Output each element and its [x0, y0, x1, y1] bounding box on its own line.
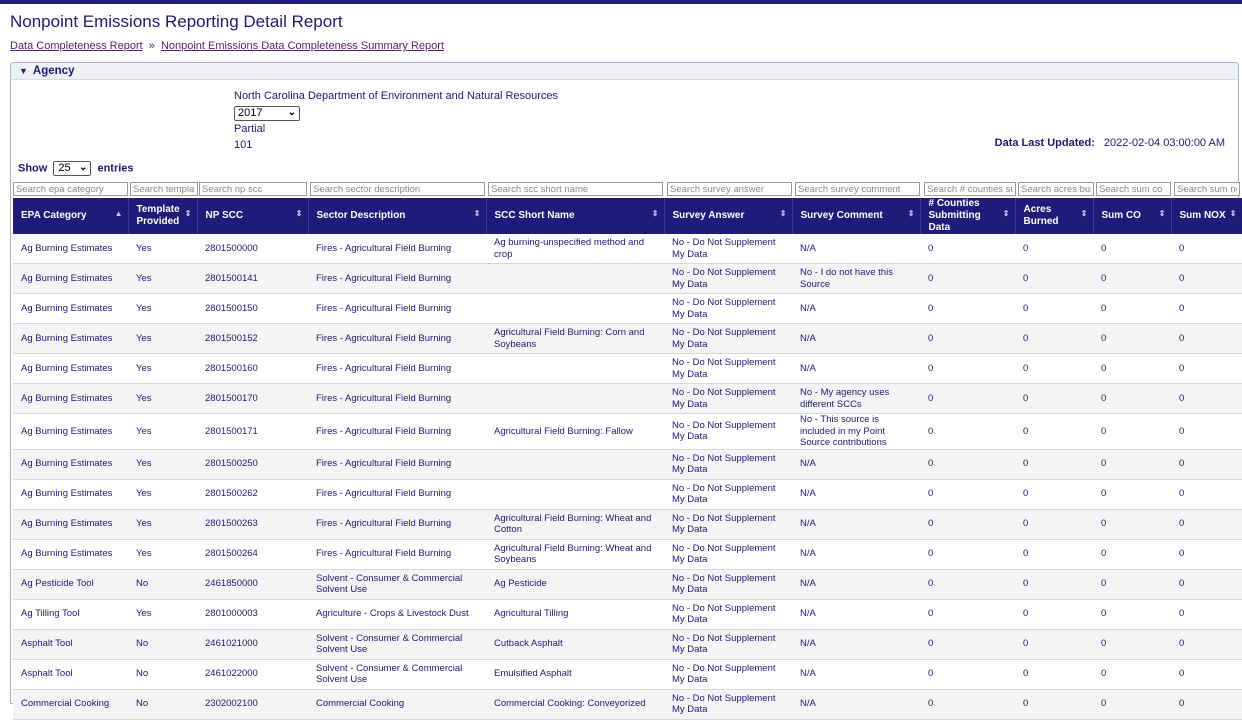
cell-sum-nox: 0	[1171, 659, 1242, 689]
cell-sector-description: Fires - Agricultural Field Burning	[308, 384, 486, 414]
cell-counties-submitting: 0	[920, 509, 1015, 539]
cell-survey-answer: No - Do Not Supplement My Data	[664, 449, 792, 479]
entries-per-page-value: 25	[58, 162, 71, 174]
agency-panel-heading: Agency	[32, 65, 75, 77]
cell-scc-short-name	[486, 384, 664, 414]
cell-counties-submitting: 0	[920, 324, 1015, 354]
cell-counties-submitting: 0	[920, 689, 1015, 719]
cell-sum-co: 0	[1093, 539, 1171, 569]
cell-scc-short-name	[486, 449, 664, 479]
cell-sum-co: 0	[1093, 599, 1171, 629]
column-header-label: Survey Answer	[672, 210, 745, 221]
cell-sum-nox: 0	[1171, 629, 1242, 659]
cell-acres-burned: 0	[1015, 689, 1093, 719]
cell-scc-short-name: Agricultural Field Burning: Fallow	[486, 414, 664, 450]
sort-both-icon: ⇕	[779, 209, 787, 218]
cell-counties-submitting: 0	[920, 659, 1015, 689]
cell-survey-comment: N/A	[792, 324, 920, 354]
filter-survey-comment[interactable]	[795, 182, 920, 196]
cell-counties-submitting: 0	[920, 449, 1015, 479]
cell-sector-description: Solvent - Consumer & Commercial Solvent Use	[308, 629, 486, 659]
cell-survey-comment: N/A	[792, 449, 920, 479]
cell-scc-short-name	[486, 479, 664, 509]
data-last-updated-label: Data Last Updated:	[994, 137, 1095, 149]
sort-both-icon: ⇕	[907, 209, 915, 218]
cell-sum-co: 0	[1093, 414, 1171, 450]
cell-sum-nox: 0	[1171, 569, 1242, 599]
cell-acres-burned: 0	[1015, 449, 1093, 479]
cell-scc-short-name: Cutback Asphalt	[486, 629, 664, 659]
cell-epa-category: Ag Tilling Tool	[13, 599, 128, 629]
cell-scc-short-name: Ag burning-unspecified method and crop	[486, 234, 664, 264]
cell-sector-description: Commercial Cooking	[308, 689, 486, 719]
cell-sum-co: 0	[1093, 689, 1171, 719]
cell-np-scc: 2801500250	[197, 449, 308, 479]
cell-survey-comment: N/A	[792, 234, 920, 264]
column-header-label: Sector Description	[316, 210, 406, 221]
cell-sum-nox: 0	[1171, 509, 1242, 539]
cell-template-provided: Yes	[128, 599, 197, 629]
cell-scc-short-name: Ag Pesticide	[486, 569, 664, 599]
cell-survey-comment: No - My agency uses different SCCs	[792, 384, 920, 414]
column-header-label: SCC Short Name	[494, 210, 575, 221]
cell-counties-submitting: 0	[920, 264, 1015, 294]
table-row	[13, 414, 1242, 450]
cell-counties-submitting: 0	[920, 539, 1015, 569]
cell-survey-comment: No - This source is included in my Point Source contributions	[792, 414, 920, 450]
cell-scc-short-name: Commercial Cooking: Conveyorized	[486, 689, 664, 719]
cell-epa-category: Ag Burning Estimates	[13, 234, 128, 264]
cell-sum-nox: 0	[1171, 324, 1242, 354]
cell-survey-comment: N/A	[792, 539, 920, 569]
cell-counties-submitting: 0	[920, 294, 1015, 324]
length-menu-entries-label: entries	[97, 162, 134, 175]
cell-acres-burned: 0	[1015, 479, 1093, 509]
cell-survey-comment: N/A	[792, 569, 920, 599]
filter-epa-category[interactable]	[13, 182, 128, 196]
cell-survey-comment: N/A	[792, 599, 920, 629]
cell-sum-nox: 0	[1171, 689, 1242, 719]
cell-counties-submitting: 0	[920, 384, 1015, 414]
table-row	[13, 569, 1242, 599]
cell-scc-short-name	[486, 294, 664, 324]
cell-counties-submitting: 0	[920, 354, 1015, 384]
table-body	[13, 234, 1242, 719]
cell-sector-description: Solvent - Consumer & Commercial Solvent Use	[308, 659, 486, 689]
cell-epa-category: Ag Burning Estimates	[13, 324, 128, 354]
cell-template-provided: No	[128, 689, 197, 719]
cell-survey-comment: N/A	[792, 629, 920, 659]
cell-template-provided: Yes	[128, 414, 197, 450]
cell-acres-burned: 0	[1015, 599, 1093, 629]
filter-np-scc[interactable]	[199, 182, 307, 196]
cell-epa-category: Ag Burning Estimates	[13, 354, 128, 384]
table-row	[13, 689, 1242, 719]
cell-sum-co: 0	[1093, 449, 1171, 479]
filter-counties-submitting[interactable]	[924, 182, 1016, 196]
sort-both-icon: ⇕	[1080, 209, 1088, 218]
breadcrumb-link-data-completeness[interactable]: Data Completeness Report	[10, 40, 143, 52]
cell-np-scc: 2801000003	[197, 599, 308, 629]
cell-sector-description: Fires - Agricultural Field Burning	[308, 509, 486, 539]
total-counties-row	[0, 139, 1000, 155]
cell-acres-burned: 0	[1015, 384, 1093, 414]
cell-survey-answer: No - Do Not Supplement My Data	[664, 264, 792, 294]
cell-scc-short-name: Agricultural Field Burning: Corn and Soybeans	[486, 324, 664, 354]
sort-both-icon: ⇕	[1158, 209, 1166, 218]
column-header-counties-submitting[interactable]	[920, 198, 1015, 234]
cell-counties-submitting: 0	[920, 629, 1015, 659]
cell-sum-nox: 0	[1171, 599, 1242, 629]
column-header-acres-burned[interactable]	[1015, 198, 1093, 234]
cell-acres-burned: 0	[1015, 264, 1093, 294]
column-header-sum-co[interactable]	[1093, 198, 1171, 234]
cell-np-scc: 2801500152	[197, 324, 308, 354]
sort-both-icon: ⇕	[651, 209, 659, 218]
cell-survey-answer: No - Do Not Supplement My Data	[664, 234, 792, 264]
column-header-epa-category[interactable]	[13, 198, 128, 234]
cell-epa-category: Asphalt Tool	[13, 629, 128, 659]
cell-sector-description: Fires - Agricultural Field Burning	[308, 324, 486, 354]
table-row	[13, 449, 1242, 479]
column-filters	[0, 182, 1242, 198]
cell-sum-co: 0	[1093, 629, 1171, 659]
filter-sum-nox[interactable]	[1174, 182, 1240, 196]
cell-sum-nox: 0	[1171, 449, 1242, 479]
cell-sum-nox: 0	[1171, 384, 1242, 414]
cell-sum-co: 0	[1093, 234, 1171, 264]
cell-np-scc: 2801500170	[197, 384, 308, 414]
sort-both-icon: ⇕	[295, 209, 303, 218]
cell-counties-submitting: 0	[920, 569, 1015, 599]
cell-acres-burned: 0	[1015, 509, 1093, 539]
caret-down-icon: ▼	[19, 66, 28, 76]
survey-status-value: Partial	[234, 123, 266, 135]
cell-acres-burned: 0	[1015, 324, 1093, 354]
cell-scc-short-name	[486, 354, 664, 384]
cell-acres-burned: 0	[1015, 629, 1093, 659]
cell-sector-description: Fires - Agricultural Field Burning	[308, 264, 486, 294]
cell-template-provided: Yes	[128, 234, 197, 264]
table-row	[13, 599, 1242, 629]
cell-sector-description: Agriculture - Crops & Livestock Dust	[308, 599, 486, 629]
column-header-label: # Counties Submitting Data	[928, 198, 981, 233]
sort-both-icon: ⇕	[1002, 209, 1010, 218]
cell-np-scc: 2801500141	[197, 264, 308, 294]
cell-survey-comment: N/A	[792, 689, 920, 719]
cell-sum-nox: 0	[1171, 479, 1242, 509]
cell-survey-answer: No - Do Not Supplement My Data	[664, 509, 792, 539]
cell-sum-nox: 0	[1171, 354, 1242, 384]
table-row	[13, 264, 1242, 294]
chevron-down-icon: ⌄	[287, 107, 296, 118]
cell-sum-co: 0	[1093, 569, 1171, 599]
cell-acres-burned: 0	[1015, 539, 1093, 569]
survey-year-value: 2017	[238, 107, 263, 119]
cell-survey-comment: N/A	[792, 479, 920, 509]
cell-survey-answer: No - Do Not Supplement My Data	[664, 324, 792, 354]
cell-survey-comment: No - I do not have this Source	[792, 264, 920, 294]
cell-counties-submitting: 0	[920, 234, 1015, 264]
cell-survey-comment: N/A	[792, 354, 920, 384]
cell-np-scc: 2801500160	[197, 354, 308, 384]
cell-acres-burned: 0	[1015, 569, 1093, 599]
column-header-sector-description[interactable]	[308, 198, 486, 234]
cell-survey-answer: No - Do Not Supplement My Data	[664, 354, 792, 384]
cell-epa-category: Ag Burning Estimates	[13, 509, 128, 539]
table-row	[13, 509, 1242, 539]
cell-sector-description: Fires - Agricultural Field Burning	[308, 539, 486, 569]
cell-sum-co: 0	[1093, 264, 1171, 294]
breadcrumb-link-nonpoint-summary[interactable]: Nonpoint Emissions Data Completeness Summary Report	[160, 40, 444, 52]
cell-sum-co: 0	[1093, 324, 1171, 354]
table-row	[13, 324, 1242, 354]
cell-sum-nox: 0	[1171, 414, 1242, 450]
column-header-np-scc[interactable]	[197, 198, 308, 234]
page-title: Nonpoint Emissions Reporting Detail Report	[10, 12, 343, 31]
sort-both-icon: ⇕	[1229, 209, 1237, 218]
column-header-template-provided[interactable]	[128, 198, 197, 234]
table-row	[13, 659, 1242, 689]
agency-description-value: North Carolina Department of Environment and Natural Resources	[234, 90, 559, 102]
table-header-row	[13, 198, 1242, 234]
length-menu-show-label: Show	[18, 162, 48, 175]
filter-scc-short-name[interactable]	[488, 182, 663, 196]
column-header-label: Survey Comment	[800, 210, 883, 221]
cell-template-provided: Yes	[128, 539, 197, 569]
data-last-updated	[995, 137, 1225, 149]
cell-survey-answer: No - Do Not Supplement My Data	[664, 599, 792, 629]
cell-epa-category: Ag Burning Estimates	[13, 384, 128, 414]
length-menu	[18, 161, 134, 176]
cell-epa-category: Ag Burning Estimates	[13, 264, 128, 294]
cell-sector-description: Fires - Agricultural Field Burning	[308, 234, 486, 264]
sort-ascending-icon: ▲	[114, 209, 123, 218]
column-header-label: Acres Burned	[1023, 204, 1059, 227]
cell-epa-category: Asphalt Tool	[13, 659, 128, 689]
cell-survey-answer: No - Do Not Supplement My Data	[664, 294, 792, 324]
cell-np-scc: 2461850000	[197, 569, 308, 599]
column-header-survey-comment[interactable]	[792, 198, 920, 234]
cell-acres-burned: 0	[1015, 414, 1093, 450]
cell-epa-category: Commercial Cooking	[13, 689, 128, 719]
cell-epa-category: Ag Burning Estimates	[13, 294, 128, 324]
cell-survey-answer: No - Do Not Supplement My Data	[664, 479, 792, 509]
table-row	[13, 629, 1242, 659]
cell-sector-description: Fires - Agricultural Field Burning	[308, 294, 486, 324]
cell-sum-co: 0	[1093, 384, 1171, 414]
breadcrumb	[10, 40, 444, 52]
column-header-label: Sum CO	[1101, 210, 1141, 221]
survey-status-row	[0, 123, 1000, 139]
cell-epa-category: Ag Burning Estimates	[13, 414, 128, 450]
cell-template-provided: Yes	[128, 384, 197, 414]
cell-np-scc: 2302002100	[197, 689, 308, 719]
table-row	[13, 384, 1242, 414]
column-header-survey-answer[interactable]	[664, 198, 792, 234]
cell-scc-short-name: Agricultural Tilling	[486, 599, 664, 629]
cell-sum-co: 0	[1093, 509, 1171, 539]
cell-template-provided: No	[128, 659, 197, 689]
cell-sum-nox: 0	[1171, 234, 1242, 264]
filter-template-provided[interactable]	[130, 182, 198, 196]
filter-sector-description[interactable]	[310, 182, 485, 196]
cell-epa-category: Ag Burning Estimates	[13, 539, 128, 569]
cell-template-provided: Yes	[128, 294, 197, 324]
cell-template-provided: Yes	[128, 324, 197, 354]
agency-panel-toggle[interactable]	[11, 63, 1238, 80]
cell-survey-answer: No - Do Not Supplement My Data	[664, 629, 792, 659]
cell-sum-co: 0	[1093, 479, 1171, 509]
cell-counties-submitting: 0	[920, 414, 1015, 450]
cell-survey-answer: No - Do Not Supplement My Data	[664, 689, 792, 719]
sort-both-icon: ⇕	[184, 209, 192, 218]
cell-survey-answer: No - Do Not Supplement My Data	[664, 569, 792, 599]
cell-template-provided: Yes	[128, 449, 197, 479]
cell-template-provided: No	[128, 629, 197, 659]
cell-sum-co: 0	[1093, 659, 1171, 689]
cell-survey-comment: N/A	[792, 509, 920, 539]
cell-sector-description: Fires - Agricultural Field Burning	[308, 479, 486, 509]
top-accent-bar	[0, 0, 1242, 4]
cell-counties-submitting: 0	[920, 599, 1015, 629]
agency-description-row	[0, 90, 1000, 106]
cell-survey-comment: N/A	[792, 659, 920, 689]
survey-year-row	[0, 106, 1000, 122]
cell-template-provided: Yes	[128, 509, 197, 539]
data-last-updated-value: 2022-02-04 03:00:00 AM	[1103, 137, 1225, 149]
cell-sector-description: Solvent - Consumer & Commercial Solvent Use	[308, 569, 486, 599]
cell-template-provided: Yes	[128, 479, 197, 509]
cell-survey-answer: No - Do Not Supplement My Data	[664, 539, 792, 569]
cell-counties-submitting: 0	[920, 479, 1015, 509]
cell-sum-nox: 0	[1171, 264, 1242, 294]
entries-per-page-select[interactable]	[53, 161, 91, 176]
sort-both-icon: ⇕	[473, 209, 481, 218]
column-header-sum-nox[interactable]	[1171, 198, 1242, 234]
cell-np-scc: 2801500264	[197, 539, 308, 569]
filter-survey-answer[interactable]	[667, 182, 792, 196]
column-header-label: Template Provided	[136, 204, 180, 227]
cell-np-scc: 2801500263	[197, 509, 308, 539]
nonpoint-emissions-table	[13, 198, 1242, 720]
cell-survey-answer: No - Do Not Supplement My Data	[664, 414, 792, 450]
breadcrumb-separator: »	[148, 40, 155, 52]
survey-year-select[interactable]	[234, 106, 300, 121]
chevron-down-icon: ⌄	[79, 162, 88, 173]
cell-np-scc: 2801500150	[197, 294, 308, 324]
cell-acres-burned: 0	[1015, 659, 1093, 689]
table-row	[13, 294, 1242, 324]
cell-acres-burned: 0	[1015, 234, 1093, 264]
cell-survey-answer: No - Do Not Supplement My Data	[664, 384, 792, 414]
cell-template-provided: No	[128, 569, 197, 599]
column-header-scc-short-name[interactable]	[486, 198, 664, 234]
cell-sum-nox: 0	[1171, 539, 1242, 569]
table-row	[13, 539, 1242, 569]
cell-sum-nox: 0	[1171, 294, 1242, 324]
column-header-label: EPA Category	[21, 210, 87, 221]
cell-epa-category: Ag Burning Estimates	[13, 449, 128, 479]
cell-np-scc: 2801500000	[197, 234, 308, 264]
cell-sector-description: Fires - Agricultural Field Burning	[308, 354, 486, 384]
cell-template-provided: Yes	[128, 354, 197, 384]
cell-np-scc: 2801500262	[197, 479, 308, 509]
cell-epa-category: Ag Pesticide Tool	[13, 569, 128, 599]
cell-np-scc: 2461021000	[197, 629, 308, 659]
cell-np-scc: 2801500171	[197, 414, 308, 450]
column-header-label: Sum NOX	[1179, 210, 1226, 221]
cell-sector-description: Fires - Agricultural Field Burning	[308, 414, 486, 450]
column-header-label: NP SCC	[205, 210, 244, 221]
cell-survey-comment: N/A	[792, 294, 920, 324]
cell-sum-co: 0	[1093, 354, 1171, 384]
table-row	[13, 479, 1242, 509]
total-counties-value: 101	[234, 139, 253, 151]
table-row	[13, 354, 1242, 384]
table-row	[13, 234, 1242, 264]
cell-acres-burned: 0	[1015, 354, 1093, 384]
cell-survey-answer: No - Do Not Supplement My Data	[664, 659, 792, 689]
cell-sector-description: Fires - Agricultural Field Burning	[308, 449, 486, 479]
filter-acres-burned[interactable]	[1018, 182, 1094, 196]
cell-scc-short-name: Agricultural Field Burning: Wheat and Soybeans	[486, 539, 664, 569]
cell-sum-co: 0	[1093, 294, 1171, 324]
cell-acres-burned: 0	[1015, 294, 1093, 324]
cell-scc-short-name: Emulsified Asphalt	[486, 659, 664, 689]
filter-sum-co[interactable]	[1096, 182, 1171, 196]
cell-scc-short-name: Agricultural Field Burning: Wheat and Cotton	[486, 509, 664, 539]
cell-scc-short-name	[486, 264, 664, 294]
cell-np-scc: 2461022000	[197, 659, 308, 689]
cell-epa-category: Ag Burning Estimates	[13, 479, 128, 509]
cell-template-provided: Yes	[128, 264, 197, 294]
